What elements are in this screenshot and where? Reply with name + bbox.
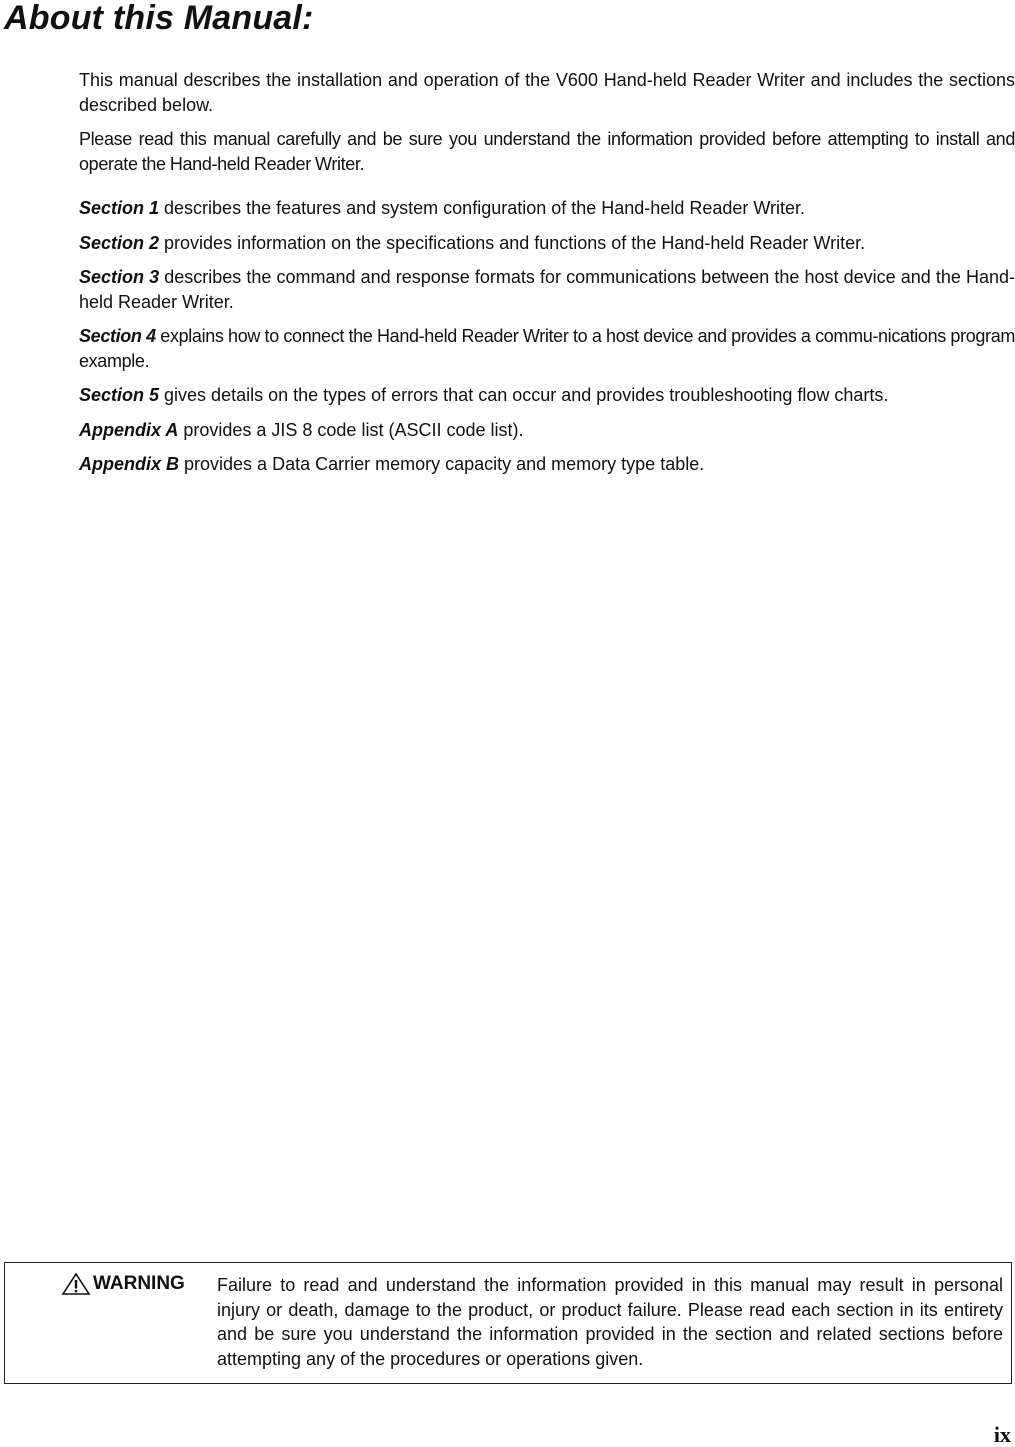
section-item bbox=[79, 231, 1015, 256]
appendix-lead: Appendix A bbox=[79, 419, 179, 440]
section-item bbox=[79, 383, 1015, 408]
page-title: About this Manual: bbox=[4, 0, 314, 37]
section-description: gives details on the types of errors that can occur and provides troubleshooting flow charts. bbox=[159, 385, 889, 405]
section-lead: Section 5 bbox=[79, 385, 160, 405]
section-item bbox=[79, 324, 1015, 373]
section-list bbox=[79, 196, 1015, 487]
warning-text: Failure to read and understand the information provided in this manual may result in personal injury or death, damage to the product, or product failure. Please read each section in its entirety and be sure you understand the information provided in the section and related sections before attempting any of the procedures or operations given. bbox=[217, 1275, 1003, 1369]
appendix-description: provides a JIS 8 code list (ASCII code list). bbox=[178, 419, 524, 440]
section-item bbox=[79, 196, 1015, 221]
intro-paragraph: Please read this manual carefully and be sure you understand the information provided before attempting to install and operate the Hand-held Reader Writer. bbox=[79, 129, 1015, 174]
appendix-lead: Appendix B bbox=[79, 454, 180, 474]
section-item bbox=[79, 265, 1015, 314]
warning-label: WARNING bbox=[93, 1273, 185, 1294]
section-lead: Section 2 bbox=[79, 232, 160, 253]
section-lead: Section 1 bbox=[79, 198, 160, 218]
page-number: ix bbox=[993, 1422, 1011, 1447]
appendix-item bbox=[79, 418, 1015, 443]
warning-box bbox=[4, 1262, 1012, 1384]
section-description: explains how to connect the Hand-held Reader Writer to a host device and provides a commu-nications program example. bbox=[79, 326, 1015, 371]
section-description: describes the features and system configuration of the Hand-held Reader Writer. bbox=[159, 198, 806, 218]
section-description: provides information on the specifications and functions of the Hand-held Reader Writer. bbox=[159, 232, 866, 253]
section-lead: Section 3 bbox=[79, 267, 160, 287]
intro-block bbox=[79, 68, 1015, 186]
section-description: describes the command and response formats for communications between the host device and the Hand-held Reader Writer. bbox=[79, 267, 1015, 312]
appendix-item bbox=[79, 452, 1015, 477]
section-lead: Section 4 bbox=[79, 326, 156, 346]
intro-paragraph: This manual describes the installation and operation of the V600 Hand-held Reader Writer and includes the sections described below. bbox=[79, 70, 1015, 115]
warning-triangle-icon bbox=[61, 1272, 91, 1296]
warning-heading bbox=[61, 1272, 185, 1296]
appendix-description: provides a Data Carrier memory capacity and memory type table. bbox=[179, 454, 705, 474]
